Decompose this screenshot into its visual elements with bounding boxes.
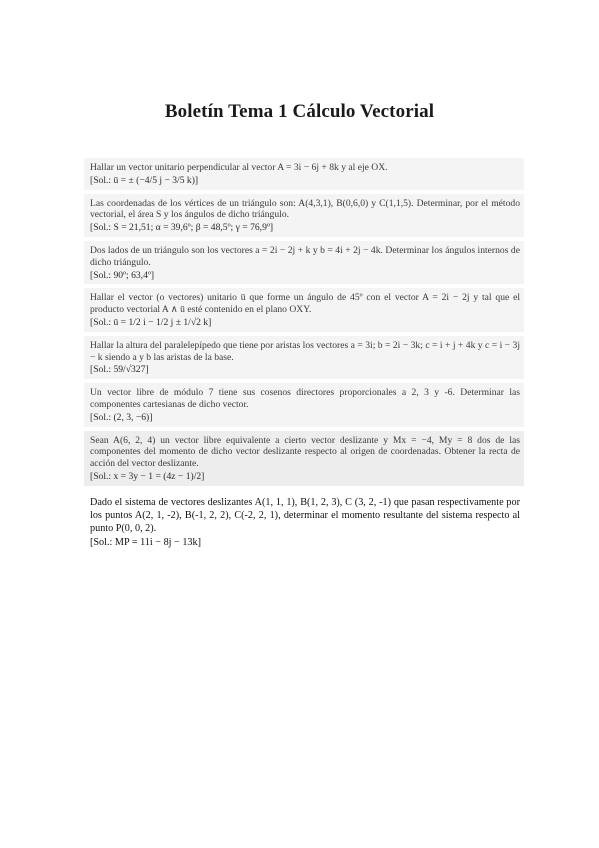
problem-statement: Sean A(6, 2, 4) un vector libre equivalente a cierto vector deslizante y Mx = −4, My = 8 dos de las componentes del momento de dicho vector deslizante respecto al origen de coordenadas. Obtener la recta de acción del vector deslizante. [90, 434, 520, 470]
problem-list [84, 158, 524, 556]
problem-statement: Dos lados de un triángulo son los vectores a = 2i − 2j + k y b = 4i + 2j − 4k. Determinar los ángulos internos de dicho triángulo. [90, 244, 520, 268]
problem-8 [84, 492, 524, 552]
problem-solution: [Sol.: ū = ± (−4/5 j − 3/5 k)] [90, 174, 199, 186]
problem-4 [84, 288, 524, 331]
problem-2 [84, 194, 524, 237]
problem-statement: Las coordenadas de los vértices de un triángulo son: A(4,3,1), B(0,6,0) y C(1,1,5). Determinar, por el método vectorial, el área S y los ángulos de dicho triángulo. [90, 197, 520, 221]
problem-5 [84, 336, 524, 379]
problem-7 [84, 431, 524, 486]
problem-solution: [Sol.: S = 21,51; α = 39,6º; β = 48,5º; γ = 76,9º] [90, 222, 274, 234]
problem-statement: Hallar un vector unitario perpendicular al vector A = 3i − 6j + 8k y al eje OX. [90, 162, 388, 173]
problem-solution: [Sol.: ū = 1/2 i − 1/2 j ± 1/√2 k] [90, 316, 212, 328]
problem-1 [84, 158, 524, 190]
problem-statement: Un vector libre de módulo 7 tiene sus cosenos directores proporcionales a 2, 3 y -6. Determinar las componentes cartesianas de dicho vector. [90, 387, 520, 410]
document-title: Boletín Tema 1 Cálculo Vectorial [164, 101, 435, 122]
problem-statement: Dado el sistema de vectores deslizantes A(1, 1, 1), B(1, 2, 3), C (3, 2, -1) que pasan respectivamente por los puntos A(2, 1, -2), B(-1, 2, 2), C(-2, 2, 1), determinar el momento resultante del sistema respecto al punto P(0, 0, 2). [90, 496, 520, 534]
problem-solution: [Sol.: 59/√327] [90, 364, 149, 376]
problem-statement: Hallar la altura del paralelepípedo que tiene por aristas los vectores a = 3i; b = 2i − 3k; c = i + j + 4k y c = i − 3j − k siendo a y b las aristas de la base. [90, 339, 520, 363]
problem-6 [84, 383, 524, 426]
problem-statement: Hallar el vector (o vectores) unitario ū que forme un ángulo de 45º con el vector A = 2i − 2j y tal que el producto vectorial A ∧ ū esté contenido en el plano OXY. [90, 292, 520, 316]
problem-solution: [Sol.: 90º; 63,4º] [90, 269, 155, 281]
problem-solution: [Sol.: (2, 3, −6)] [90, 411, 153, 423]
problem-solution: [Sol.: MP = 11i − 8j − 13k] [90, 536, 202, 548]
problem-solution: [Sol.: x = 3y − 1 = (4z − 1)/2] [90, 470, 205, 482]
problem-3 [84, 241, 524, 284]
